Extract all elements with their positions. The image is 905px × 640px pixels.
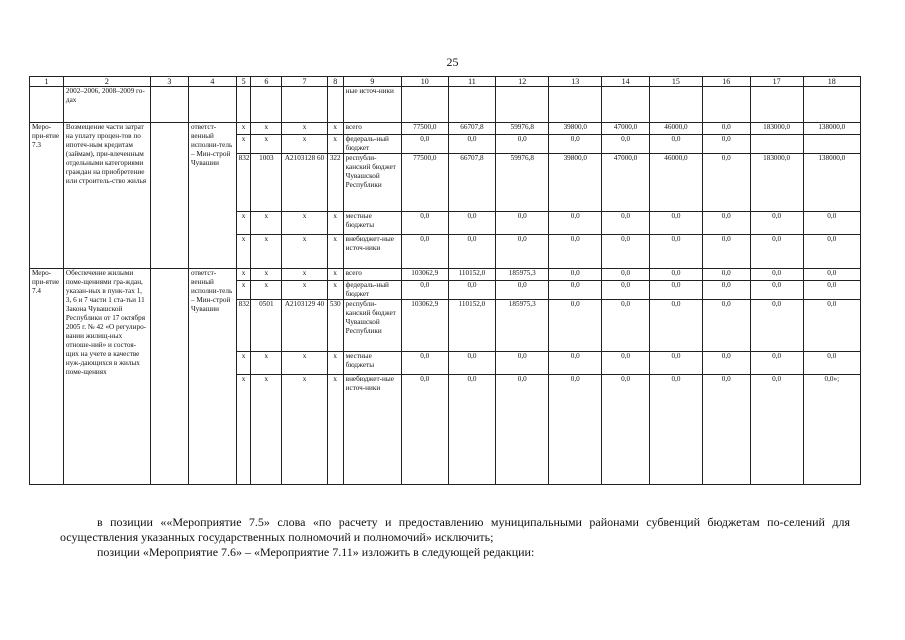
code-cell: x xyxy=(282,269,328,281)
value-cell: 0,0 xyxy=(702,123,750,135)
activity-7-3 xyxy=(30,123,861,269)
value-cell: 183000,0 xyxy=(750,154,803,212)
funding-source: всего xyxy=(343,269,401,281)
value-cell: 0,0 xyxy=(496,352,549,375)
value-cell: 0,0 xyxy=(702,281,750,300)
value-cell: 0,0 xyxy=(649,235,702,269)
code-cell: x xyxy=(251,235,282,269)
column-header: 12 xyxy=(496,77,549,87)
funding-source: республи-канский бюджет Чувашской Республики xyxy=(343,300,401,352)
funding-source: федераль-ный бюджет xyxy=(343,281,401,300)
value-cell: 0,0 xyxy=(750,269,803,281)
funding-source: местные бюджеты xyxy=(343,212,401,235)
column-header: 5 xyxy=(236,77,251,87)
responsible-executor: ответст-венный исполни-тель – Мин-строй Чувашии xyxy=(188,269,236,485)
code-cell: x xyxy=(251,281,282,300)
column-header: 9 xyxy=(343,77,401,87)
value-cell: 0,0 xyxy=(750,235,803,269)
code-cell: x xyxy=(327,123,343,135)
value-cell: 59976,8 xyxy=(496,123,549,135)
column-header: 15 xyxy=(649,77,702,87)
code-cell: 322 xyxy=(327,154,343,212)
value-cell: 59976,8 xyxy=(496,154,549,212)
code-cell: x xyxy=(251,135,282,154)
value-cell: 0,0 xyxy=(602,235,650,269)
amendment-paragraph-1: в позиции ««Мероприятие 7.5» слова «по расчету и предоставлению муниципальными районами субвенций бюджетам по-селений для осуществления указанных государственных полномочий и полномочий» исключить; xyxy=(60,515,850,544)
value-cell: 0,0 xyxy=(750,352,803,375)
activity-id: Меро-при-ятие 7.3 xyxy=(30,123,64,269)
code-cell: x xyxy=(251,352,282,375)
value-cell: 0,0 xyxy=(702,300,750,352)
value-cell: 0,0 xyxy=(496,235,549,269)
budget-table xyxy=(29,76,861,485)
column-header: 14 xyxy=(602,77,650,87)
value-cell: 0,0 xyxy=(549,135,602,154)
code-cell: x xyxy=(251,269,282,281)
funding-source: республи-канский бюджет Чувашской Республики xyxy=(343,154,401,212)
empty-cell xyxy=(150,123,188,269)
value-cell: 138000,0 xyxy=(803,123,860,135)
value-cell: 0,0 xyxy=(549,212,602,235)
value-cell: 185975,3 xyxy=(496,269,549,281)
code-cell: 832 xyxy=(236,300,251,352)
code-cell: x xyxy=(282,212,328,235)
value-cell: 46000,0 xyxy=(649,154,702,212)
value-cell: 0,0 xyxy=(448,352,496,375)
value-cell: 0,0 xyxy=(602,375,650,485)
value-cell: 0,0 xyxy=(401,235,448,269)
code-cell: x xyxy=(327,375,343,485)
continuation-description: 2002–2006, 2008–2009 го-дах xyxy=(63,87,150,123)
code-cell: x xyxy=(236,235,251,269)
value-cell: 0,0 xyxy=(750,281,803,300)
value-cell: 0,0 xyxy=(496,281,549,300)
value-cell xyxy=(750,135,803,154)
value-cell: 138000,0 xyxy=(803,154,860,212)
code-cell: x xyxy=(327,269,343,281)
code-cell: x xyxy=(327,212,343,235)
column-header: 17 xyxy=(750,77,803,87)
value-cell: 0,0 xyxy=(448,375,496,485)
code-cell: x xyxy=(327,235,343,269)
value-cell: 0,0 xyxy=(401,212,448,235)
value-cell: 0,0 xyxy=(649,212,702,235)
column-header: 13 xyxy=(549,77,602,87)
value-cell: 0,0 xyxy=(750,212,803,235)
value-cell: 0,0 xyxy=(401,352,448,375)
responsible-executor: ответст-венный исполни-тель – Мин-строй Чувашии xyxy=(188,123,236,269)
code-cell: x xyxy=(236,375,251,485)
value-cell: 0,0 xyxy=(602,352,650,375)
column-header: 2 xyxy=(63,77,150,87)
code-cell: 1003 xyxy=(251,154,282,212)
value-cell: 0,0 xyxy=(702,154,750,212)
value-cell: 0,0 xyxy=(549,269,602,281)
code-cell: x xyxy=(327,352,343,375)
value-cell: 0,0 xyxy=(803,269,860,281)
code-cell: x xyxy=(236,135,251,154)
code-cell: x xyxy=(282,135,328,154)
code-cell: x xyxy=(236,123,251,135)
code-cell: x xyxy=(236,281,251,300)
code-cell: А2103128 60 xyxy=(282,154,328,212)
column-header: 3 xyxy=(150,77,188,87)
column-header: 10 xyxy=(401,77,448,87)
value-cell: 0,0 xyxy=(750,375,803,485)
value-cell: 0,0 xyxy=(496,375,549,485)
value-cell: 0,0 xyxy=(702,235,750,269)
value-cell: 0,0 xyxy=(702,269,750,281)
value-cell: 0,0 xyxy=(702,135,750,154)
value-cell: 77500,0 xyxy=(401,154,448,212)
code-cell: x xyxy=(251,123,282,135)
value-cell: 0,0 xyxy=(401,281,448,300)
value-cell: 0,0 xyxy=(803,281,860,300)
value-cell: 0,0 xyxy=(549,375,602,485)
column-header: 16 xyxy=(702,77,750,87)
table-row xyxy=(30,269,861,281)
code-cell: x xyxy=(282,281,328,300)
code-cell: 832 xyxy=(236,154,251,212)
header-row xyxy=(30,77,861,87)
code-cell: x xyxy=(282,235,328,269)
code-cell: x xyxy=(282,375,328,485)
value-cell: 0,0»; xyxy=(803,375,860,485)
funding-source: всего xyxy=(343,123,401,135)
value-cell: 0,0 xyxy=(803,300,860,352)
code-cell: x xyxy=(236,212,251,235)
value-cell: 66707,8 xyxy=(448,123,496,135)
value-cell: 183000,0 xyxy=(750,123,803,135)
value-cell: 39800,0 xyxy=(549,154,602,212)
value-cell: 0,0 xyxy=(803,212,860,235)
value-cell: 77500,0 xyxy=(401,123,448,135)
value-cell: 0,0 xyxy=(401,135,448,154)
column-header: 8 xyxy=(327,77,343,87)
code-cell: x xyxy=(282,352,328,375)
value-cell: 0,0 xyxy=(803,352,860,375)
activity-id: Меро-при-ятие 7.4 xyxy=(30,269,64,485)
value-cell: 0,0 xyxy=(602,135,650,154)
code-cell: x xyxy=(236,269,251,281)
value-cell: 0,0 xyxy=(448,212,496,235)
table-row xyxy=(30,123,861,135)
value-cell: 39800,0 xyxy=(549,123,602,135)
value-cell: 110152,0 xyxy=(448,269,496,281)
column-header: 7 xyxy=(282,77,328,87)
empty-cell xyxy=(150,269,188,485)
code-cell: 530 xyxy=(327,300,343,352)
value-cell: 66707,8 xyxy=(448,154,496,212)
activity-description: Возмещение части затрат на уплату процен-тов по ипотеч-ным кредитам (займам), при-влеченным отдельными категориями граждан на приобретение или строитель-ство жилья xyxy=(63,123,150,269)
page-number: 25 xyxy=(446,55,459,69)
value-cell: 0,0 xyxy=(549,300,602,352)
value-cell: 0,0 xyxy=(602,269,650,281)
value-cell: 0,0 xyxy=(602,300,650,352)
value-cell: 185975,3 xyxy=(496,300,549,352)
funding-source: федераль-ный бюджет xyxy=(343,135,401,154)
value-cell: 0,0 xyxy=(549,235,602,269)
activity-7-4 xyxy=(30,269,861,485)
value-cell: 0,0 xyxy=(649,281,702,300)
code-cell: 0501 xyxy=(251,300,282,352)
code-cell: А2103129 40 xyxy=(282,300,328,352)
value-cell: 0,0 xyxy=(602,281,650,300)
value-cell: 0,0 xyxy=(448,135,496,154)
value-cell: 110152,0 xyxy=(448,300,496,352)
column-header: 18 xyxy=(803,77,860,87)
funding-source: внебюджет-ные источ-ники xyxy=(343,375,401,485)
value-cell: 47000,0 xyxy=(602,123,650,135)
code-cell: x xyxy=(251,375,282,485)
value-cell: 0,0 xyxy=(702,352,750,375)
activity-description: Обеспечение жилыми поме-щениями гра-ждан, указан-ных в пунк-тах 1, 3, 6 и 7 части 1 ста-тьи 11 Закона Чувашской Республики от 17 октября 2005 г. № 42 «О регулиро-вании жилищ-ных отноше-ний» и состоя-щих на учете в качестве нуж-дающихся в жилых поме-щениях xyxy=(63,269,150,485)
column-header: 6 xyxy=(251,77,282,87)
value-cell: 0,0 xyxy=(750,300,803,352)
value-cell: 0,0 xyxy=(649,269,702,281)
value-cell: 0,0 xyxy=(649,300,702,352)
value-cell: 0,0 xyxy=(649,375,702,485)
funding-source: местные бюджеты xyxy=(343,352,401,375)
value-cell: 0,0 xyxy=(448,281,496,300)
value-cell: 0,0 xyxy=(702,375,750,485)
code-cell: x xyxy=(327,135,343,154)
value-cell: 0,0 xyxy=(549,281,602,300)
value-cell: 0,0 xyxy=(649,352,702,375)
value-cell: 46000,0 xyxy=(649,123,702,135)
column-header: 11 xyxy=(448,77,496,87)
code-cell: x xyxy=(327,281,343,300)
value-cell: 0,0 xyxy=(549,352,602,375)
value-cell: 0,0 xyxy=(702,212,750,235)
column-header: 1 xyxy=(30,77,64,87)
continuation-row xyxy=(30,87,861,123)
value-cell: 0,0 xyxy=(448,235,496,269)
value-cell: 0,0 xyxy=(496,212,549,235)
value-cell: 47000,0 xyxy=(602,154,650,212)
amendment-paragraph-2: позиции «Мероприятие 7.6» – «Мероприятие 7.11» изложить в следующей редакции: xyxy=(97,545,535,559)
value-cell: 0,0 xyxy=(649,135,702,154)
value-cell: 0,0 xyxy=(496,135,549,154)
value-cell: 0,0 xyxy=(602,212,650,235)
code-cell: x xyxy=(236,352,251,375)
value-cell: 103062,9 xyxy=(401,269,448,281)
code-cell: x xyxy=(251,212,282,235)
continuation-source: ные источ-ники xyxy=(343,87,401,123)
column-header: 4 xyxy=(188,77,236,87)
funding-source: внебюджет-ные источ-ники xyxy=(343,235,401,269)
value-cell: 0,0 xyxy=(401,375,448,485)
value-cell xyxy=(803,135,860,154)
value-cell: 0,0 xyxy=(803,235,860,269)
code-cell: x xyxy=(282,123,328,135)
value-cell: 103062,9 xyxy=(401,300,448,352)
